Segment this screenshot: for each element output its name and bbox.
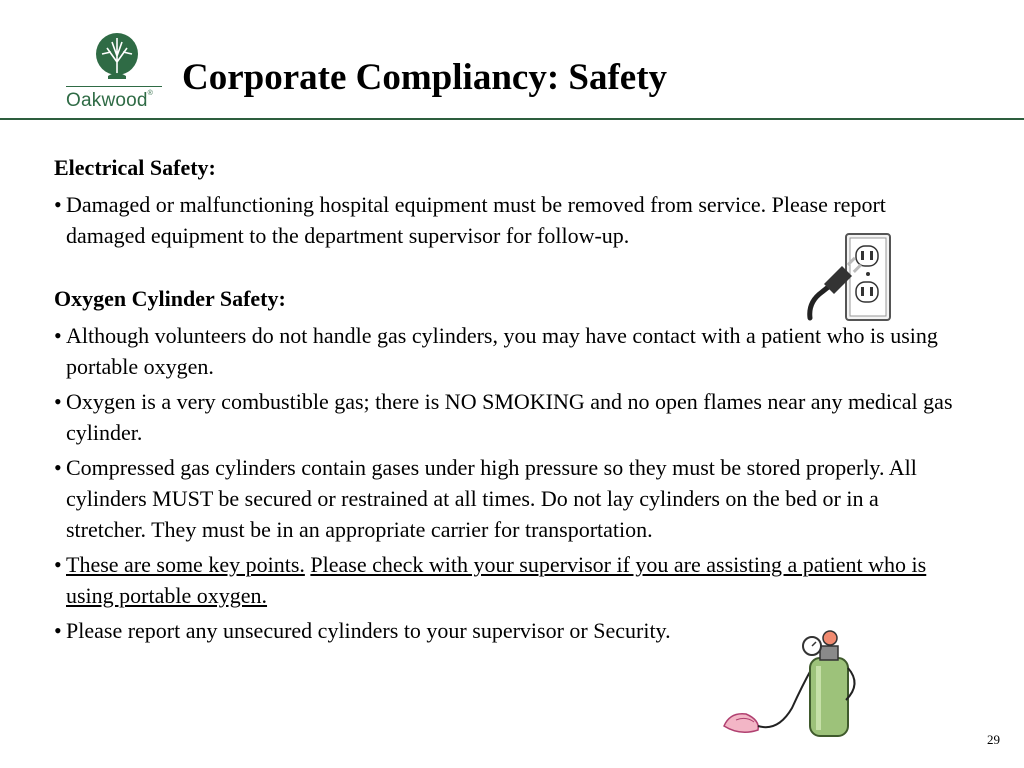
electrical-outlet-icon [806, 230, 896, 326]
oxygen-safety-heading: Oxygen Cylinder Safety: [54, 286, 286, 311]
bullet-item: • Although volunteers do not handle gas cylinders, you may have contact with a patient who is using portable oxygen. [54, 320, 964, 382]
bullet-item: • Please report any unsecured cylinders to your supervisor or Security. [54, 615, 964, 646]
logo-divider [66, 86, 162, 87]
oak-tree-logo-icon [90, 32, 144, 84]
oxygen-cylinder-icon [716, 628, 866, 740]
header-divider [0, 118, 1024, 120]
bullet-item: • Damaged or malfunctioning hospital equipment must be removed from service. Please report damaged equipment to the department supervisor for follow-up. [54, 189, 964, 251]
bullet-item-key-points [54, 549, 964, 611]
supervisor-check-text: Please check with your supervisor if you are assisting a patient who is using portable oxygen. [66, 552, 927, 608]
bullet-item: • Compressed gas cylinders contain gases under high pressure so they must be stored properly. All cylinders MUST be secured or restrained at all times. Do not lay cylinders on the bed or in a stretcher. They must be in an appropriate carrier for transportation. [54, 452, 964, 545]
key-points-text: These are some key points. [66, 552, 305, 577]
logo-wordmark: Oakwood® [66, 90, 154, 111]
oakwood-logo [62, 32, 172, 114]
slide-body [54, 152, 964, 650]
slide-title: Corporate Compliancy: Safety [182, 57, 668, 98]
bullet-item: • Oxygen is a very combustible gas; there is NO SMOKING and no open flames near any medical gas cylinder. [54, 386, 964, 448]
page-number: 29 [987, 732, 1000, 747]
electrical-safety-heading: Electrical Safety: [54, 155, 216, 180]
